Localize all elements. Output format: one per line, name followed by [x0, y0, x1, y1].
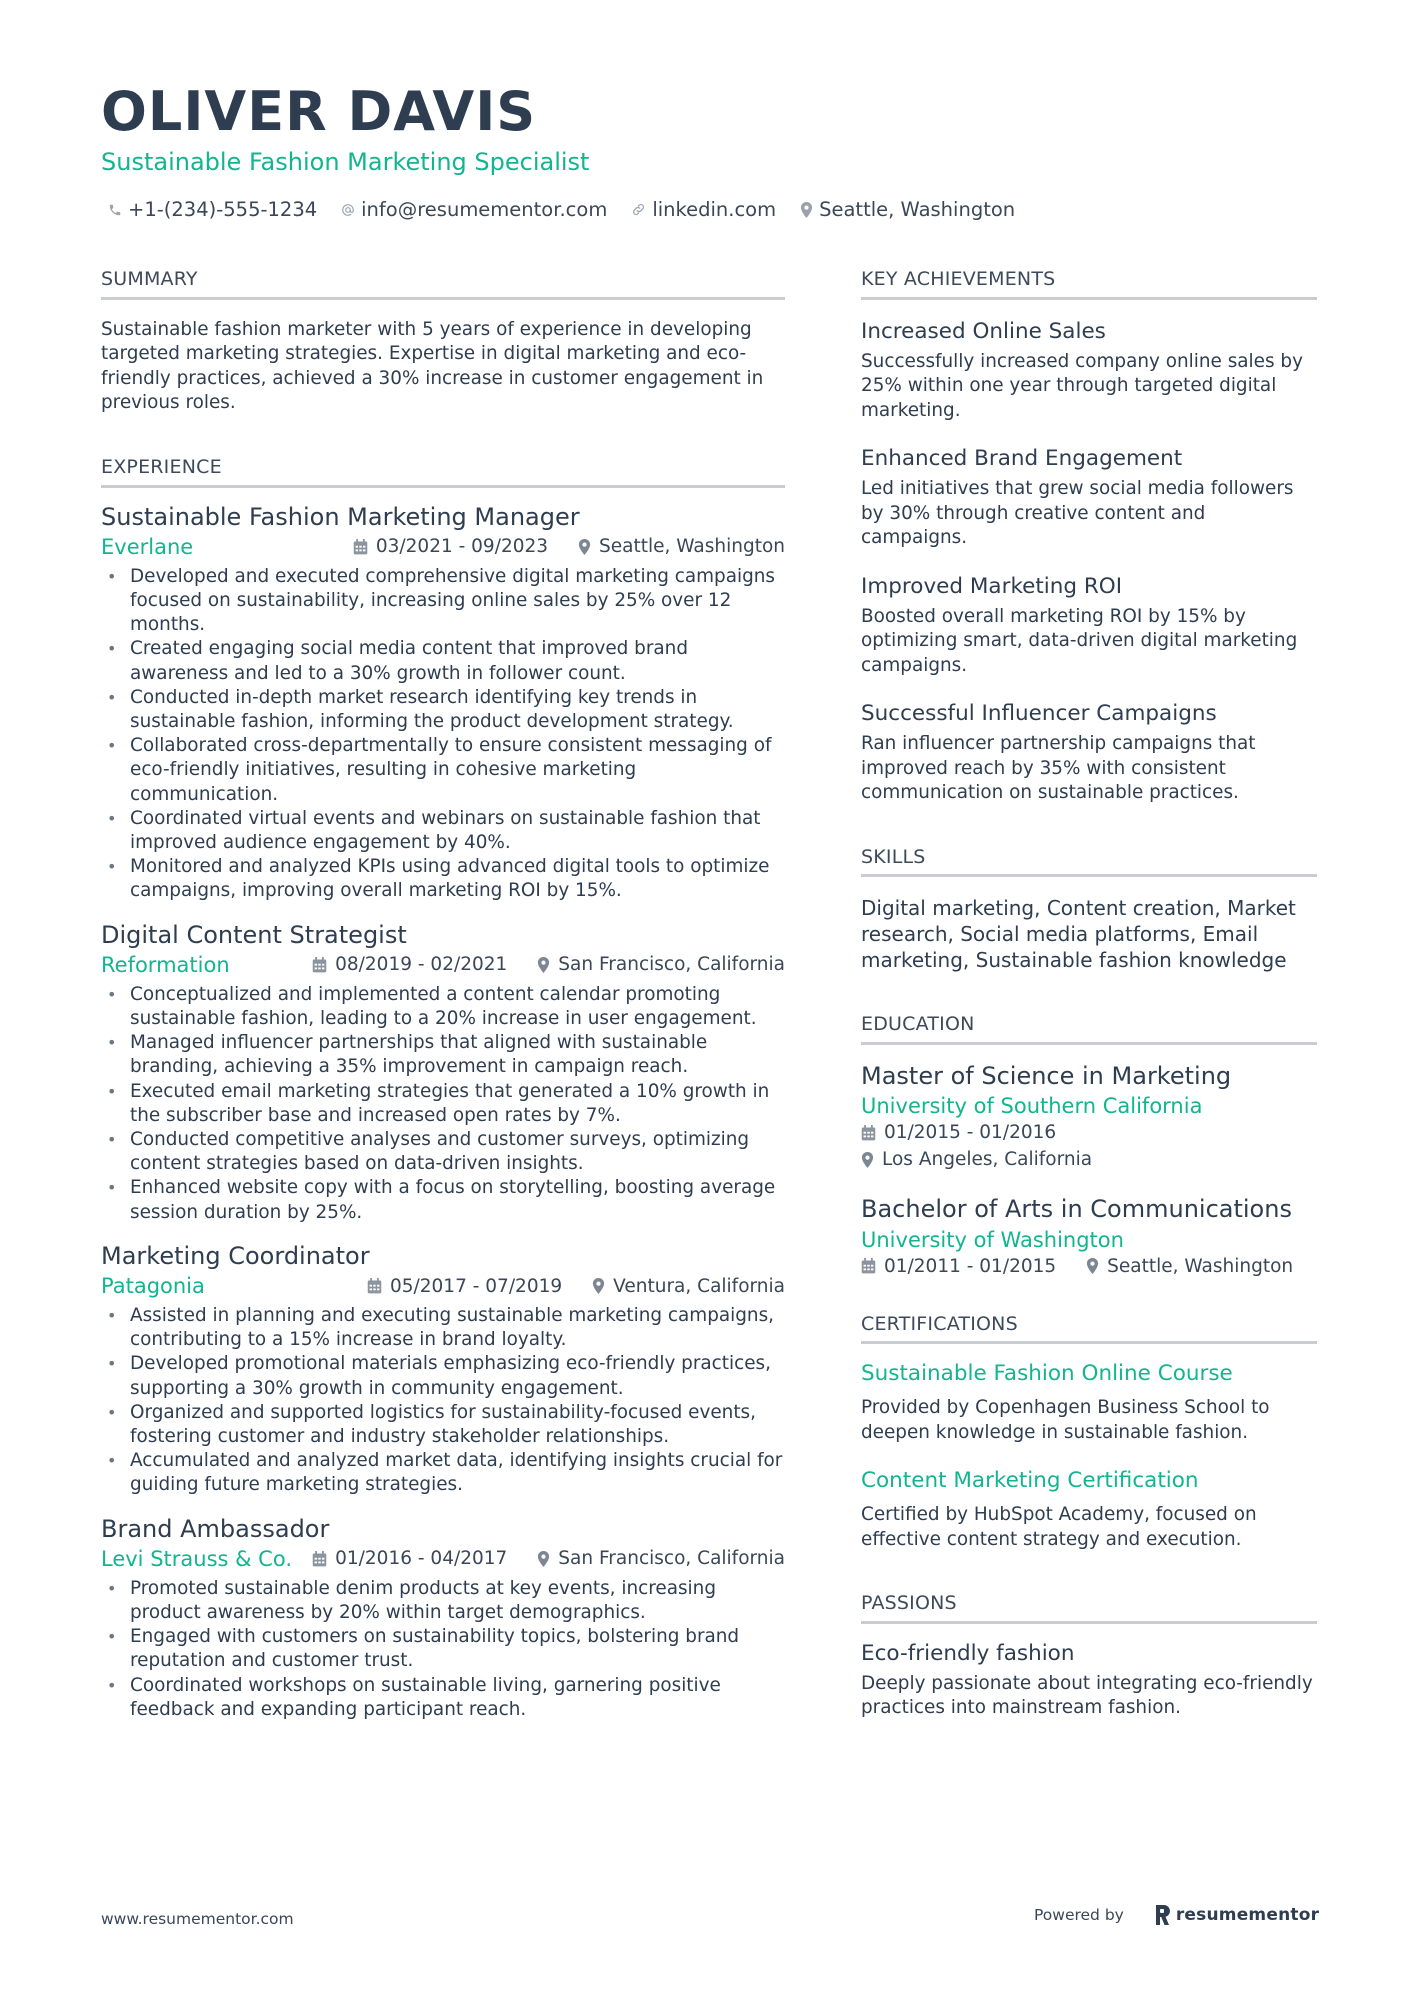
job-bullets [101, 565, 785, 904]
certifications-heading: CERTIFICATIONS [861, 1313, 1317, 1345]
bullet-item: • Monitored and analyzed KPIs using advanced digital tools to optimize campaigns, improving overall marketing ROI by 15%. [107, 856, 770, 902]
achievements-heading: KEY ACHIEVEMENTS [861, 268, 1317, 300]
experience-section [101, 456, 785, 1722]
bullet-item: • Organized and supported logistics for sustainability-focused events, fostering customer and industry stakeholder relationships. [107, 1401, 756, 1448]
contact-email[interactable] [341, 198, 607, 221]
job-meta [101, 1547, 785, 1571]
location-pin-icon [537, 957, 550, 973]
skills-heading: SKILLS [861, 846, 1317, 878]
education-dates [861, 1122, 1317, 1143]
job-title: Brand Ambassador [101, 1514, 330, 1543]
contact-linkedin-text: linkedin.com [652, 198, 777, 221]
job-title: Sustainable Fashion Marketing Manager [101, 502, 580, 531]
job-title: Digital Content Strategist [101, 920, 407, 949]
job-title: Marketing Coordinator [101, 1241, 370, 1270]
education-heading: EDUCATION [861, 1013, 1317, 1045]
job-location [537, 1548, 785, 1569]
phone-icon [108, 203, 122, 217]
bullet-item: • Enhanced website copy with a focus on storytelling, boosting average session duration by 25%. [107, 1177, 776, 1223]
passions-heading: PASSIONS [861, 1592, 1317, 1624]
achievement-text: Led initiatives that grew social media followers by 30% through creative content and campaigns. [861, 478, 1294, 549]
certification-text: Certified by HubSpot Academy, focused on effective content strategy and execution. [861, 1504, 1257, 1550]
location-pin-icon [1086, 1258, 1099, 1274]
achievement-text: Successfully increased company online sales by 25% within one year through targeted digital marketing. [861, 350, 1303, 421]
bullet-item: • Developed promotional materials emphasizing eco-friendly practices, supporting a 30% growth in community engagement. [107, 1353, 771, 1399]
calendar-icon [861, 1258, 876, 1274]
job-location-text: Seattle, Washington [599, 536, 785, 558]
job-location-text: San Francisco, California [558, 954, 785, 976]
bullet-item: • Executed email marketing strategies that generated a 10% growth in the subscriber base and increased open rates by 7%. [107, 1080, 770, 1126]
job-dates-text: 05/2017 - 07/2019 [389, 1275, 563, 1297]
location-pin-icon [578, 539, 591, 555]
education-location [861, 1149, 1317, 1170]
education-item [861, 1061, 1317, 1170]
job-dates-text: 03/2021 - 09/2023 [375, 536, 549, 558]
candidate-headline: Sustainable Fashion Marketing Specialist [101, 148, 590, 176]
passion-item [861, 1640, 1317, 1721]
job-entry [101, 1514, 785, 1722]
brand-logo[interactable] [1154, 1905, 1319, 1925]
calendar-icon [312, 1551, 327, 1567]
calendar-icon [861, 1125, 876, 1141]
bullet-item: • Developed and executed comprehensive digital marketing campaigns focused on sustainability, increasing online sales by 25% over 12 months. [107, 565, 776, 636]
degree-title: Master of Science in Marketing [861, 1062, 1232, 1091]
job-dates [353, 536, 548, 557]
job-entry [101, 920, 785, 1225]
bullet-item: • Engaged with customers on sustainability topics, bolstering brand reputation and customer trust. [107, 1626, 740, 1672]
job-location [578, 536, 785, 557]
education-location [1086, 1256, 1293, 1277]
achievement-title: Increased Online Sales [861, 318, 1106, 344]
achievement-text: Ran influencer partnership campaigns that improved reach by 35% with consistent communication on sustainable practices. [861, 733, 1256, 804]
contact-bar [108, 198, 1015, 221]
bullet-item: • Conducted competitive analyses and customer surveys, optimizing content strategies based on data-driven insights. [107, 1129, 750, 1175]
job-meta [101, 535, 785, 559]
summary-heading: SUMMARY [101, 268, 785, 300]
contact-email-text: info@resumementor.com [361, 198, 608, 221]
calendar-icon [367, 1278, 382, 1294]
bullet-item: • Assisted in planning and executing sustainable marketing campaigns, contributing to a 15% increase in brand loyalty. [107, 1305, 775, 1351]
footer-website[interactable]: www.resumementor.com [101, 1910, 294, 1928]
job-bullets [101, 1577, 785, 1722]
candidate-name: OLIVER DAVIS [101, 80, 537, 143]
company-name: Patagonia [101, 1274, 205, 1299]
job-dates [367, 1276, 562, 1297]
email-icon [341, 203, 355, 217]
achievement-item [861, 573, 1317, 678]
passions-section [861, 1592, 1317, 1721]
job-entry [101, 1241, 785, 1498]
achievements-section [861, 268, 1317, 806]
contact-linkedin[interactable] [631, 198, 776, 221]
powered-by-label: Powered by [1034, 1906, 1124, 1924]
job-location [592, 1276, 785, 1297]
job-location-text: San Francisco, California [558, 1548, 785, 1570]
certification-title: Content Marketing Certification [861, 1468, 1199, 1494]
calendar-icon [312, 957, 327, 973]
achievement-title: Enhanced Brand Engagement [861, 446, 1183, 472]
bullet-item: • Created engaging social media content that improved brand awareness and led to a 30% growth in follower count. [107, 638, 689, 684]
job-bullets [101, 983, 785, 1225]
education-location-text: Seattle, Washington [1107, 1255, 1294, 1277]
bullet-item: • Promoted sustainable denim products at key events, increasing product awareness by 20% within target demographics. [107, 1577, 716, 1624]
location-pin-icon [800, 202, 813, 218]
location-pin-icon [592, 1278, 605, 1294]
bullet-item: • Collaborated cross-departmentally to ensure consistent messaging of eco-friendly initiatives, resulting in cohesive marketing communication. [107, 735, 772, 805]
summary-section [101, 268, 785, 416]
education-location-text: Los Angeles, California [882, 1149, 1093, 1171]
bullet-item: • Accumulated and analyzed market data, identifying insights crucial for guiding future marketing strategies. [107, 1450, 783, 1496]
job-dates [312, 954, 507, 975]
education-item [861, 1194, 1317, 1276]
certification-title: Sustainable Fashion Online Course [861, 1361, 1233, 1387]
link-icon [631, 202, 646, 217]
bullet-item: • Conducted in-depth market research identifying key trends in sustainable fashion, informing the product development strategy. [107, 686, 734, 732]
certification-text: Provided by Copenhagen Business School to deepen knowledge in sustainable fashion. [861, 1397, 1270, 1443]
bullet-item: • Conceptualized and implemented a content calendar promoting sustainable fashion, leading to a 20% increase in user engagement. [107, 983, 757, 1030]
skills-section [861, 846, 1317, 974]
company-name: Levi Strauss & Co. [101, 1546, 292, 1571]
certifications-section [861, 1313, 1317, 1553]
contact-location [800, 198, 1015, 221]
job-dates-text: 08/2019 - 02/2021 [335, 954, 508, 976]
contact-location-text: Seattle, Washington [819, 198, 1016, 221]
education-dates-text: 01/2011 - 01/2015 [884, 1255, 1057, 1277]
brand-name: resumementor [1175, 1905, 1320, 1925]
achievement-item [861, 700, 1317, 805]
certification-item [861, 1360, 1317, 1445]
passion-text: Deeply passionate about integrating eco-friendly practices into mainstream fashion. [861, 1672, 1313, 1719]
experience-heading: EXPERIENCE [101, 456, 785, 488]
contact-phone[interactable] [108, 198, 317, 221]
job-entry [101, 502, 785, 904]
passion-title: Eco-friendly fashion [861, 1640, 1075, 1666]
summary-text: Sustainable fashion marketer with 5 years of experience in developing targeted marketing strategies. Expertise in digital marketing and eco-friendly practices, achieved a 30% increase in customer engagement in previous roles. [101, 318, 764, 414]
job-dates [312, 1548, 507, 1569]
bullet-item: • Coordinated workshops on sustainable living, garnering positive feedback and expanding participant reach. [107, 1674, 721, 1720]
achievement-title: Improved Marketing ROI [861, 573, 1123, 599]
location-pin-icon [861, 1152, 874, 1168]
job-dates-text: 01/2016 - 04/2017 [335, 1548, 508, 1570]
achievement-item [861, 318, 1317, 423]
education-dates [861, 1256, 1056, 1277]
calendar-icon [353, 539, 368, 555]
footer-powered-by [1034, 1905, 1319, 1925]
achievement-item [861, 445, 1317, 550]
left-column [101, 268, 785, 1754]
education-dates-text: 01/2015 - 01/2016 [884, 1122, 1057, 1144]
school-name: University of Washington [861, 1227, 1124, 1252]
company-name: Reformation [101, 952, 230, 977]
job-meta [101, 1274, 785, 1298]
location-pin-icon [537, 1551, 550, 1567]
skills-text: Digital marketing, Content creation, Market research, Social media platforms, Email marketing, Sustainable fashion knowledge [861, 896, 1296, 973]
job-meta [101, 953, 785, 977]
job-bullets [101, 1304, 785, 1498]
contact-phone-text: +1-(234)-555-1234 [128, 198, 318, 221]
achievement-title: Successful Influencer Campaigns [861, 701, 1217, 727]
achievement-text: Boosted overall marketing ROI by 15% by optimizing smart, data-driven digital marketing campaigns. [861, 605, 1298, 676]
school-name: University of Southern California [861, 1094, 1203, 1119]
company-name: Everlane [101, 534, 194, 559]
education-meta [861, 1256, 1317, 1277]
right-column [861, 268, 1317, 1753]
degree-title: Bachelor of Arts in Communications [861, 1195, 1292, 1224]
bullet-item: • Coordinated virtual events and webinars on sustainable fashion that improved audience engagement by 40%. [107, 807, 761, 854]
job-location-text: Ventura, California [613, 1275, 785, 1297]
job-location [537, 954, 785, 975]
education-section [861, 1013, 1317, 1276]
certification-item [861, 1467, 1317, 1552]
bullet-item: • Managed influencer partnerships that aligned with sustainable branding, achieving a 35% improvement in campaign reach. [107, 1032, 708, 1078]
resumementor-logo-icon [1154, 1905, 1170, 1925]
